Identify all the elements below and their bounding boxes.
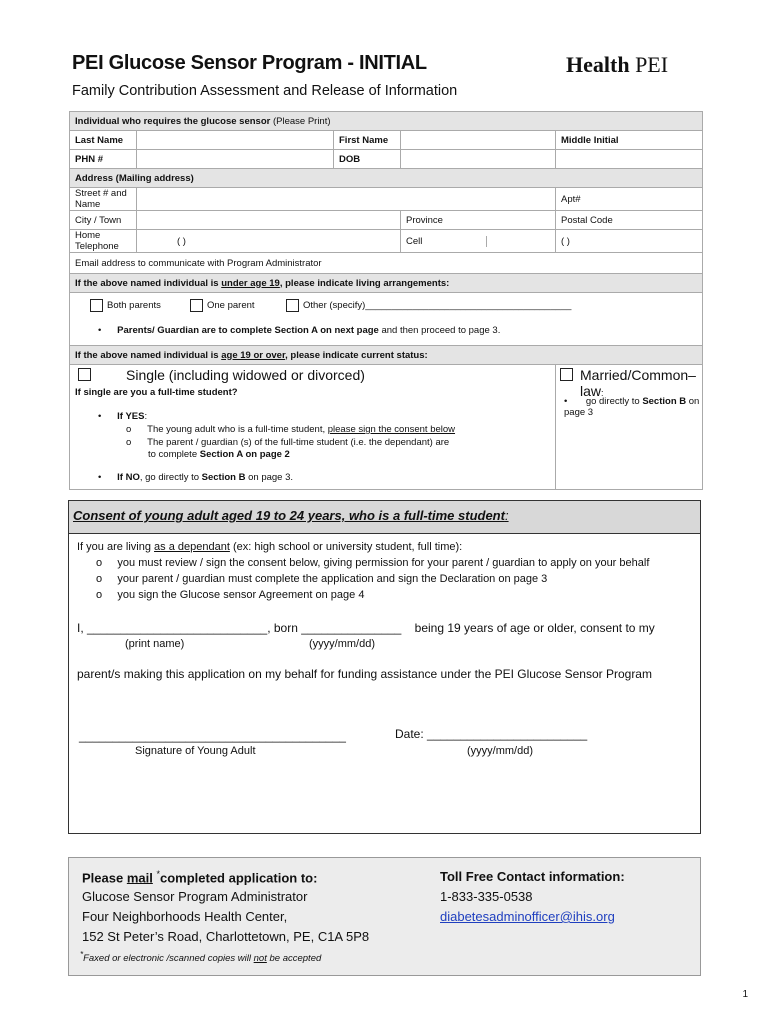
page-title: PEI Glucose Sensor Program - INITIAL [72, 52, 427, 74]
student-question: If single are you a full-time student? [75, 387, 238, 398]
city-label: City / Town [70, 211, 137, 230]
dob-format-label: (yyyy/mm/dd) [309, 638, 375, 650]
if-yes-sub1: o The young adult who is a full-time student, please sign the consent below [126, 424, 456, 435]
consent-heading: Consent of young adult aged 19 to 24 years, who is a full-time student: [69, 501, 700, 534]
last-name-field[interactable] [137, 131, 334, 150]
province-field[interactable]: Province [401, 211, 556, 230]
if-yes-sub2: o The parent / guardian (s) of the full-time student (i.e. the dependant) are [126, 437, 450, 448]
one-parent-checkbox[interactable] [190, 299, 203, 312]
if-yes-sub2b: to complete Section A on page 2 [148, 449, 290, 460]
toll-free-heading: Toll Free Contact information: [440, 869, 625, 884]
under-19-header: If the above named individual is under age 19, please indicate living arrangements: [70, 274, 703, 293]
middle-initial-field[interactable]: Middle Initial [556, 131, 703, 150]
address-line-1: Glucose Sensor Program Administrator [82, 889, 308, 904]
married-label: Married/Common–law: [580, 367, 696, 399]
city-field[interactable] [137, 211, 401, 230]
other-option[interactable]: Other (specify)_______________________________________ [286, 299, 571, 312]
signature-line[interactable]: ________________________________________ [79, 729, 346, 743]
consent-item-2: o your parent / guardian must complete the application and sign the Declaration on page 3 [96, 573, 548, 585]
contact-box [68, 857, 701, 976]
married-status-cell [556, 365, 703, 490]
date-line[interactable]: Date: ________________________ [395, 727, 588, 741]
married-note: • go directly to Section B on page 3 [564, 396, 700, 418]
consent-statement[interactable]: I, ___________________________, born _______________ being 19 years of age or older, consent to my [77, 621, 655, 635]
single-checkbox[interactable] [78, 368, 91, 381]
if-no-item: • If NO, go directly to Section B on page 3. [98, 472, 294, 483]
phn-field[interactable] [137, 150, 334, 169]
consent-section [68, 500, 701, 834]
if-yes-item: • If YES: [98, 411, 148, 422]
print-name-label: (print name) [125, 638, 185, 650]
cell-field[interactable]: ( ) [556, 230, 703, 253]
postal-code-field[interactable]: Postal Code [556, 211, 703, 230]
other-checkbox[interactable] [286, 299, 299, 312]
dob-label: DOB [334, 150, 401, 169]
dob-extra-field[interactable] [556, 150, 703, 169]
married-checkbox[interactable] [560, 368, 573, 381]
single-status-cell [70, 365, 556, 490]
individual-info-table [69, 111, 703, 490]
home-telephone-field[interactable]: ( ) [137, 230, 401, 253]
cell-label: Cell [401, 236, 487, 247]
first-name-field[interactable] [401, 131, 556, 150]
living-arrangements [70, 293, 703, 346]
mail-heading: Please mail *completed application to: [82, 869, 318, 886]
section-a-note: • Parents/ Guardian are to complete Section A on next page and then proceed to page 3. [98, 325, 501, 336]
email-link[interactable]: diabetesadminofficer@ihis.org [440, 909, 615, 924]
parent-statement: parent/s making this application on my behalf for funding assistance under the PEI Glucose Sensor Program [77, 667, 652, 681]
address-line-3: 152 St Peter’s Road, Charlottetown, PE, C1A 5P8 [82, 929, 370, 944]
signature-label: Signature of Young Adult [135, 745, 256, 757]
single-label: Single (including widowed or divorced) [126, 367, 365, 383]
both-parents-option[interactable]: Both parents [90, 299, 161, 312]
address-header: Address (Mailing address) [70, 169, 703, 188]
consent-intro: If you are living as a dependant (ex: high school or university student, full time): [77, 541, 463, 553]
consent-item-1: o you must review / sign the consent below, giving permission for your parent / guardian to apply on your behalf [96, 557, 650, 569]
apt-field[interactable]: Apt# [556, 188, 703, 211]
fax-note: *Faxed or electronic /scanned copies will not be accepted [80, 950, 322, 965]
street-label: Street # and Name [70, 188, 137, 211]
both-parents-checkbox[interactable] [90, 299, 103, 312]
last-name-label: Last Name [70, 131, 137, 150]
consent-item-3: o you sign the Glucose sensor Agreement on page 4 [96, 589, 365, 601]
section-header: Individual who requires the glucose sensor (Please Print) [70, 112, 703, 131]
phn-label: PHN # [70, 150, 137, 169]
address-line-2: Four Neighborhoods Health Center, [82, 909, 288, 924]
first-name-label: First Name [334, 131, 401, 150]
date-format-label: (yyyy/mm/dd) [467, 745, 533, 757]
email-field[interactable]: Email address to communicate with Program Administrator [70, 253, 703, 274]
dob-field[interactable] [401, 150, 556, 169]
street-field[interactable] [137, 188, 556, 211]
health-pei-logo: Health PEI [566, 52, 669, 77]
one-parent-option[interactable]: One parent [190, 299, 255, 312]
over-19-header: If the above named individual is age 19 or over, please indicate current status: [70, 346, 703, 365]
home-telephone-label: Home Telephone [70, 230, 137, 253]
page-number: 1 [742, 989, 748, 1000]
page-subtitle: Family Contribution Assessment and Release of Information [72, 83, 458, 99]
phone-number: 1-833-335-0538 [440, 889, 533, 904]
